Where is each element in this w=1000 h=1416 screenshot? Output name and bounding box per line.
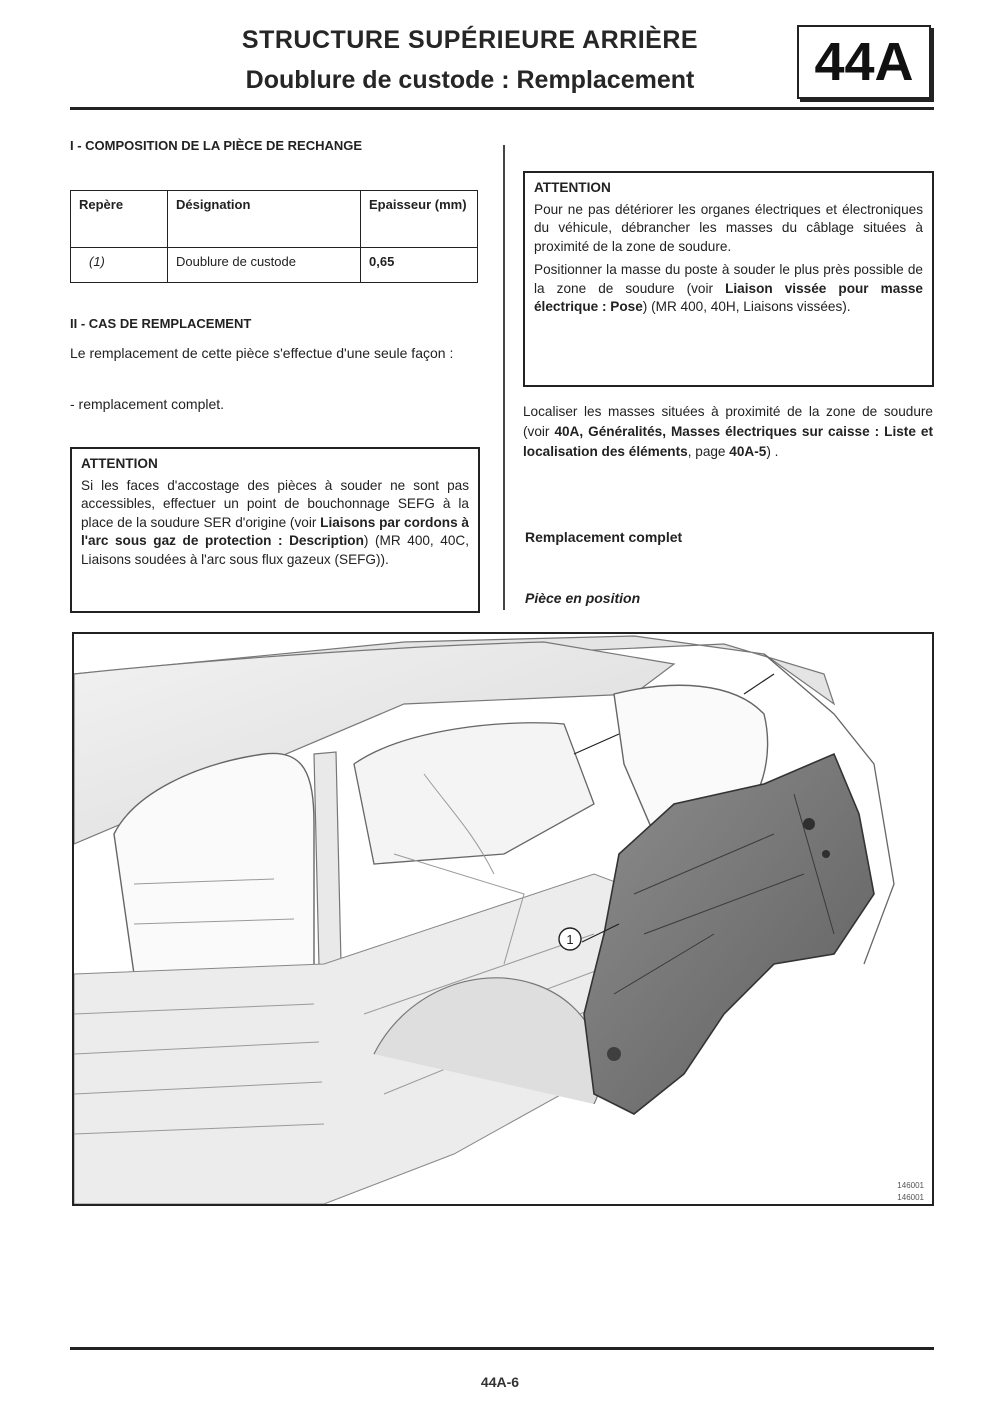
table-header-cell: Epaisseur (mm) xyxy=(361,191,478,248)
footer-divider xyxy=(70,1347,934,1350)
attention-text xyxy=(81,477,469,570)
attention-text-part: Si les faces d'accostage des pièces à souder ne sont pas accessibles, effectuer un point de bouchonnage SEFG à la place de la soudure SER d'origine (voir xyxy=(81,477,469,530)
table-row xyxy=(71,248,478,283)
step-heading: Remplacement complet xyxy=(525,529,683,545)
reference-link[interactable]: Liaisons par cordons à l'arc sous gaz de protection : Description xyxy=(81,514,469,548)
header-divider xyxy=(70,107,934,110)
section2-heading: II - CAS DE REMPLACEMENT xyxy=(70,316,252,331)
figure-reference: 146001 xyxy=(897,1193,924,1202)
attention-box-right xyxy=(523,171,934,387)
page-subtitle: Doublure de custode : Remplacement xyxy=(245,66,695,94)
locate-text-part: Localiser les masses situées à proximité de la zone de soudure (voir xyxy=(523,404,933,439)
table-header-cell: Repère xyxy=(71,191,168,248)
col-divider xyxy=(503,145,505,610)
page-title: STRUCTURE SUPÉRIEURE ARRIÈRE xyxy=(241,26,699,54)
table-cell: 0,65 xyxy=(361,248,478,283)
car-body-illustration xyxy=(74,634,932,1204)
attention-text-part: Positionner la masse du poste à souder le plus près possible de la zone de soudure (voir xyxy=(534,262,923,296)
attention-box-left xyxy=(70,447,480,613)
section2-intro: Le remplacement de cette pièce s'effectue d'une seule façon : xyxy=(70,345,454,361)
section2-item: - remplacement complet. xyxy=(70,396,225,412)
locate-text-part: ) . xyxy=(766,444,779,459)
step-subheading: Pièce en position xyxy=(525,590,641,606)
table-cell: Doublure de custode xyxy=(168,248,361,283)
table-header-row xyxy=(71,191,478,248)
attention-text-part: ) (MR 400, 40C, Liaisons soudées à l'arc sous flux gazeux (SEFG)). xyxy=(81,533,470,567)
reference-link[interactable]: 40A-5 xyxy=(729,444,767,459)
attention-text-part: ) (MR 400, 40H, Liaisons vissées). xyxy=(642,299,851,314)
figure-frame xyxy=(72,632,934,1206)
parts-table xyxy=(70,190,478,283)
figure-reference: 146001 xyxy=(897,1181,924,1190)
attention-title: ATTENTION xyxy=(81,456,158,471)
section1-heading: I - COMPOSITION DE LA PIÈCE DE RECHANGE xyxy=(70,138,363,153)
page-number: 44A-6 xyxy=(480,1374,520,1390)
locate-text-part: , page xyxy=(687,444,730,459)
attention-para xyxy=(534,261,923,317)
table-cell: (1) xyxy=(71,248,168,283)
locate-masses-text xyxy=(523,402,933,462)
reference-link[interactable]: Liaison vissée pour masse électrique : Pose xyxy=(534,280,923,314)
section-code-badge: 44A xyxy=(797,25,931,99)
attention-para: Pour ne pas détériorer les organes électriques et électroniques du véhicule, débrancher les masses du câblage situées à proximité de la zone de soudure. xyxy=(534,201,923,254)
attention-title: ATTENTION xyxy=(534,180,611,195)
table-header-cell: Désignation xyxy=(168,191,361,248)
reference-link[interactable]: 40A, Généralités, Masses électriques sur caisse : Liste et localisation des éléments xyxy=(523,424,933,459)
callout-label: 1 xyxy=(566,932,574,947)
